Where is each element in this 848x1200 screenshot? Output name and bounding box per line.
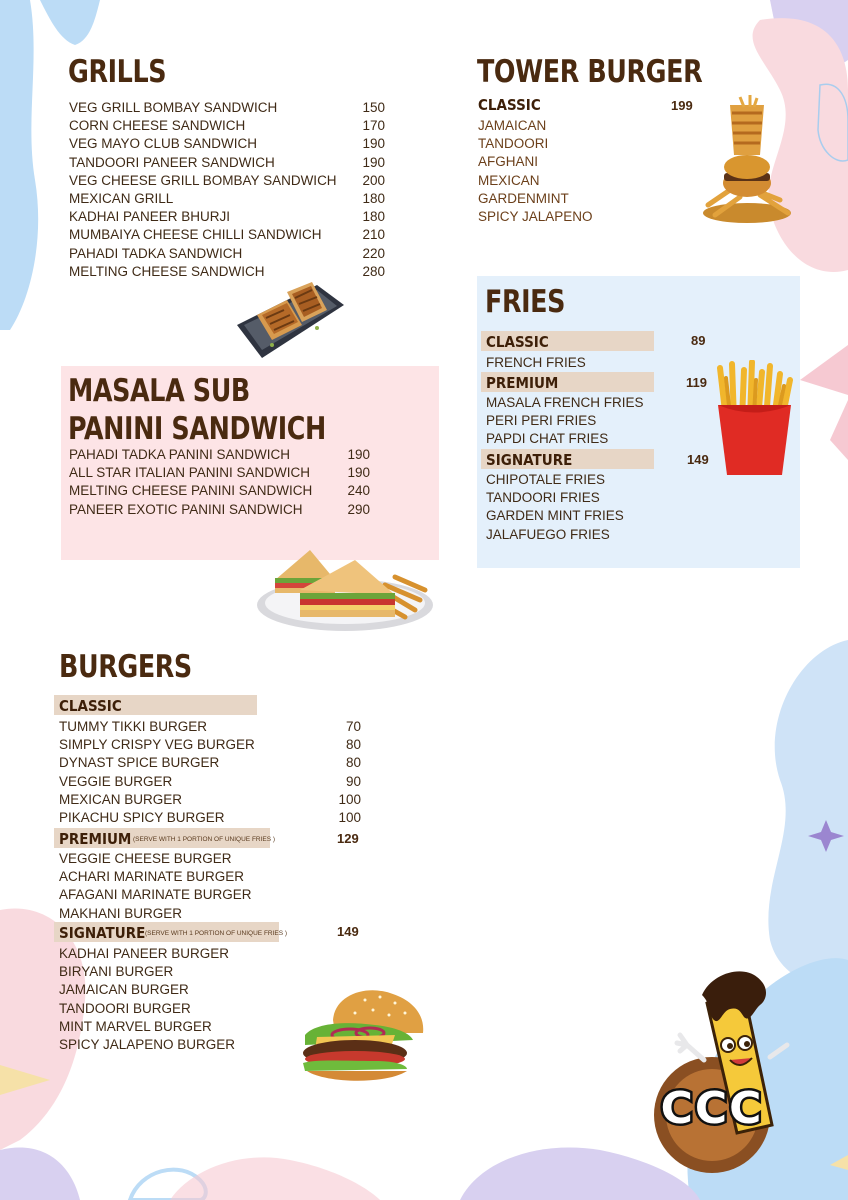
- list-item: TANDOORI FRIES: [486, 490, 600, 506]
- list-item: GARDEN MINT FRIES: [486, 508, 624, 524]
- list-item: SIMPLY CRISPY VEG BURGER 80: [59, 736, 364, 754]
- list-item: TANDOORI BURGER: [59, 1000, 191, 1016]
- tower-burger-tier-label: CLASSIC: [478, 96, 541, 114]
- list-item: VEGGIE CHEESE BURGER: [59, 851, 232, 866]
- tower-burger-price: 199: [671, 98, 693, 113]
- fries-classic-list: [486, 354, 656, 372]
- fries-signature-list: [486, 471, 656, 544]
- item-price: 190: [347, 447, 370, 462]
- burgers-signature-note: (SERVE WITH 1 PORTION OF UNIQUE FRIES ): [145, 930, 288, 937]
- list-item: KADHAI PANEER BHURJI 180: [69, 208, 389, 226]
- item-price: 90: [345, 773, 361, 789]
- list-item: GARDENMINT: [478, 190, 569, 206]
- list-item: PAPDI CHAT FRIES: [486, 431, 609, 447]
- fries-premium-list: [486, 394, 656, 449]
- panini-list: [69, 446, 374, 519]
- list-item: MINT MARVEL BURGER: [59, 1018, 212, 1034]
- burgers-signature-list: [59, 945, 299, 1054]
- panini-title-line1: MASALA SUB: [68, 373, 250, 409]
- list-item: BIRYANI BURGER: [59, 964, 174, 980]
- list-item: TANDOORI PANEER SANDWICH 190: [69, 154, 389, 172]
- list-item: MAKHANI BURGER: [59, 905, 183, 921]
- list-item: KADHAI PANEER BURGER: [59, 946, 230, 961]
- list-item: JAMAICAN: [478, 118, 547, 133]
- french-fries-image: [712, 360, 797, 478]
- fries-classic-label: CLASSIC: [486, 333, 549, 351]
- item-price: 80: [345, 737, 361, 753]
- list-item: MEXICAN BURGER 100: [59, 791, 364, 809]
- burger-image: [295, 985, 430, 1090]
- item-price: 170: [362, 118, 385, 134]
- burgers-signature-price: 149: [337, 924, 359, 939]
- list-item: MELTING CHEESE SANDWICH 280: [69, 263, 389, 281]
- list-item: CHIPOTALE FRIES: [486, 472, 606, 487]
- list-item: MUMBAIYA CHEESE CHILLI SANDWICH 210: [69, 226, 389, 244]
- list-item: CORN CHEESE SANDWICH 170: [69, 117, 389, 135]
- item-price: 180: [362, 209, 385, 225]
- list-item: PANEER EXOTIC PANINI SANDWICH 290: [69, 501, 374, 519]
- ccc-logo: [632, 965, 792, 1177]
- list-item: JAMAICAN BURGER: [59, 982, 189, 998]
- list-item: MASALA FRENCH FRIES: [486, 395, 644, 410]
- list-item: ACHARI MARINATE BURGER: [59, 869, 245, 885]
- list-item: PAHADI TADKA SANDWICH 220: [69, 245, 389, 263]
- item-price: 220: [362, 245, 385, 261]
- list-item: TANDOORI: [478, 136, 549, 152]
- list-item: VEGGIE BURGER 90: [59, 773, 364, 791]
- item-price: 240: [347, 483, 370, 499]
- list-item: PERI PERI FRIES: [486, 413, 597, 429]
- item-price: 150: [362, 100, 385, 115]
- list-item: AFGHANI: [478, 154, 539, 170]
- tower-burger-title: TOWER BURGER: [477, 54, 703, 90]
- tower-burger-image: [700, 95, 795, 230]
- item-price: 190: [362, 136, 385, 152]
- panini-title-line2: PANINI SANDWICH: [68, 411, 326, 447]
- fries-premium-label: PREMIUM: [486, 374, 559, 392]
- item-price: 190: [362, 154, 385, 170]
- list-item: VEG GRILL BOMBAY SANDWICH 150: [69, 99, 389, 117]
- fries-signature-label: SIGNATURE: [486, 451, 573, 469]
- list-item: SPICY JALAPENO: [478, 208, 593, 224]
- item-price: 200: [362, 172, 385, 188]
- burgers-title: BURGERS: [59, 649, 192, 685]
- burgers-premium-label: PREMIUM: [59, 830, 132, 848]
- item-price: 210: [362, 227, 385, 243]
- item-price: 70: [345, 719, 361, 734]
- burgers-classic-list: [59, 718, 364, 827]
- item-price: 100: [338, 791, 361, 807]
- item-price: 190: [347, 465, 370, 481]
- list-item: SPICY JALAPENO BURGER: [59, 1036, 236, 1052]
- item-price: 80: [345, 755, 361, 771]
- list-item: TUMMY TIKKI BURGER 70: [59, 718, 364, 736]
- burgers-premium-price: 129: [337, 831, 359, 846]
- list-item: DYNAST SPICE BURGER 80: [59, 754, 364, 772]
- list-item: MELTING CHEESE PANINI SANDWICH 240: [69, 482, 374, 500]
- list-item: PIKACHU SPICY BURGER 100: [59, 809, 364, 827]
- burgers-signature-label: SIGNATURE: [59, 924, 146, 942]
- list-item: MEXICAN: [478, 172, 540, 188]
- list-item: JALAFUEGO FRIES: [486, 526, 610, 542]
- list-item: MEXICAN GRILL 180: [69, 190, 389, 208]
- burgers-premium-list: [59, 850, 299, 923]
- fries-classic-price: 89: [691, 333, 706, 348]
- list-item: FRENCH FRIES: [486, 355, 586, 370]
- fries-premium-price: 119: [686, 375, 707, 390]
- item-price: 280: [362, 263, 385, 279]
- tower-burger-list: [478, 117, 658, 226]
- list-item: AFAGANI MARINATE BURGER: [59, 887, 252, 903]
- list-item: VEG MAYO CLUB SANDWICH 190: [69, 135, 389, 153]
- item-price: 100: [338, 809, 361, 825]
- burgers-premium-note: (SERVE WITH 1 PORTION OF UNIQUE FRIES ): [133, 836, 276, 843]
- grills-title: GRILLS: [68, 54, 167, 90]
- list-item: PAHADI TADKA PANINI SANDWICH 190: [69, 446, 374, 464]
- logo-text: CCC: [660, 1083, 764, 1134]
- list-item: ALL STAR ITALIAN PANINI SANDWICH 190: [69, 464, 374, 482]
- grills-list: [69, 99, 389, 281]
- burgers-classic-label: CLASSIC: [59, 697, 122, 715]
- grilled-sandwich-image: [232, 270, 347, 362]
- fries-title: FRIES: [485, 284, 566, 320]
- club-sandwich-plate-image: [255, 545, 435, 635]
- item-price: 290: [347, 501, 370, 517]
- list-item: VEG CHEESE GRILL BOMBAY SANDWICH 200: [69, 172, 389, 190]
- item-price: 180: [362, 190, 385, 206]
- fries-signature-price: 149: [687, 452, 709, 467]
